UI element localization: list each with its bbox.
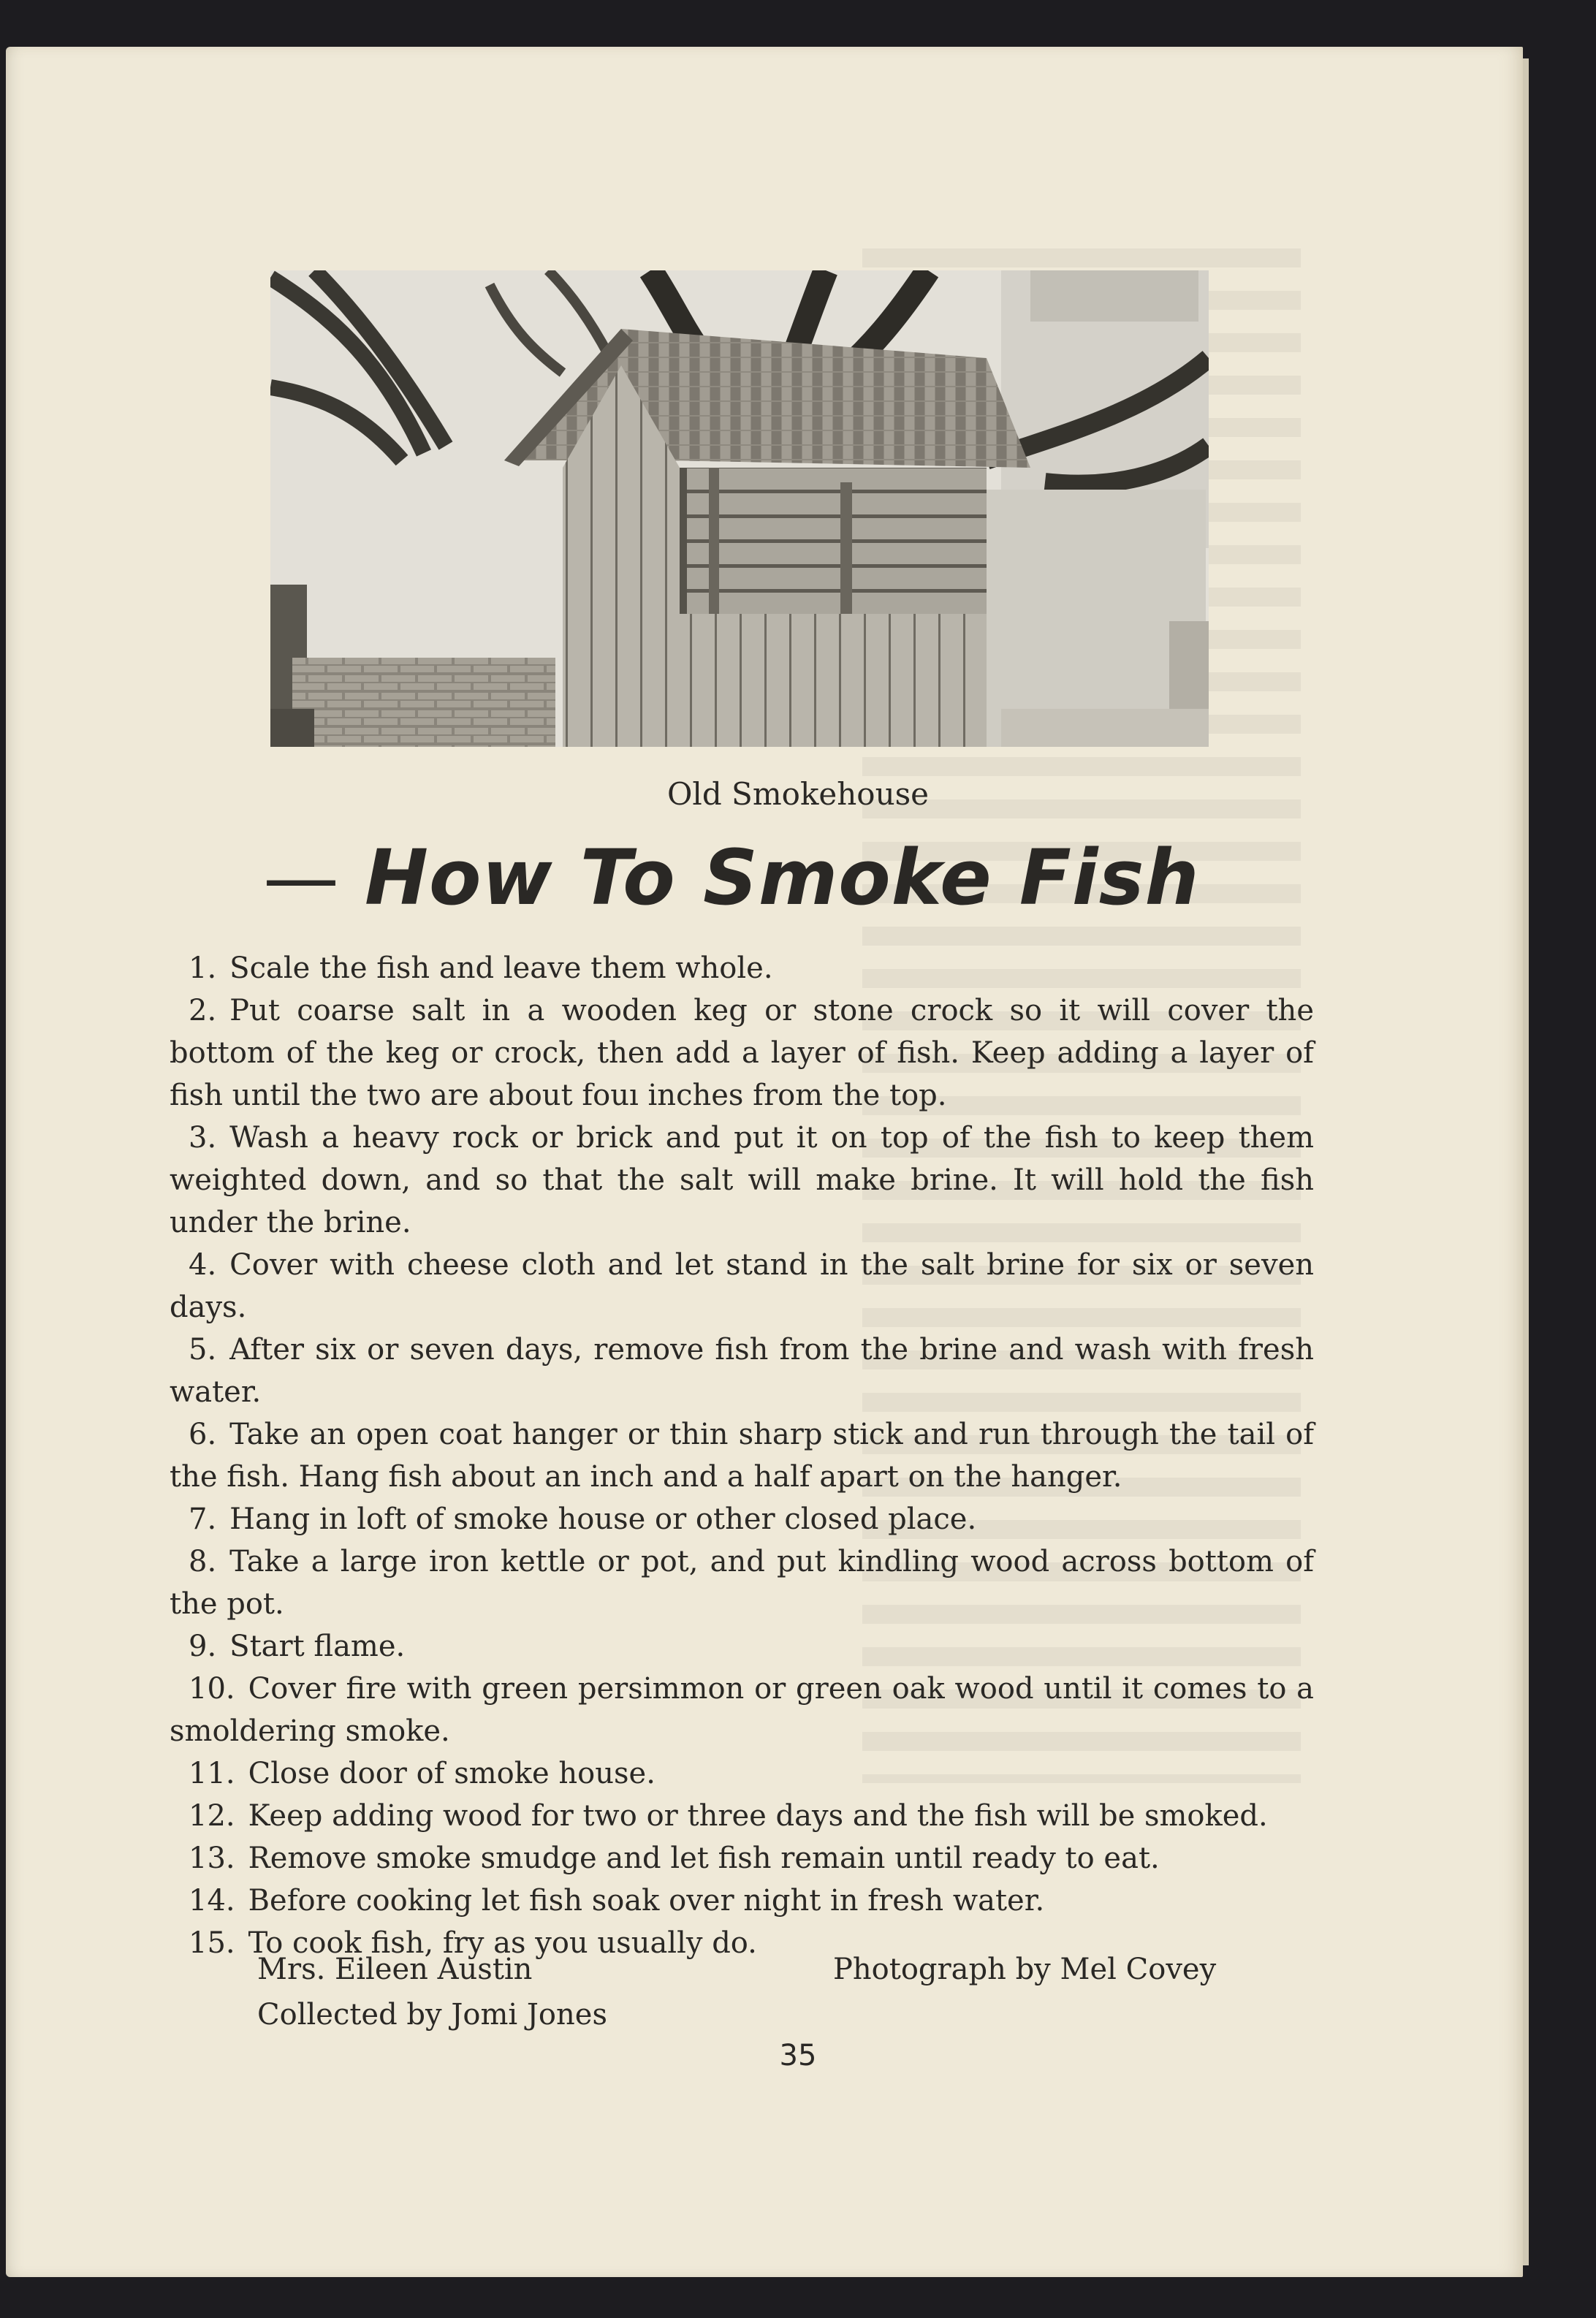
step-text: Scale the fish and leave them whole. — [229, 951, 773, 985]
list-item — [170, 1837, 1314, 1880]
step-text: Cover with cheese cloth and let stand in the salt brine for six or seven days. — [170, 1248, 1314, 1324]
list-item — [170, 1498, 1314, 1540]
step-number: 14. — [189, 1884, 235, 1918]
step-number: 2. — [189, 994, 217, 1027]
step-number: 13. — [189, 1842, 235, 1875]
list-item — [170, 989, 1314, 1117]
step-number: 6. — [189, 1418, 217, 1451]
step-number: 3. — [189, 1121, 217, 1155]
step-text: Take an open coat hanger or thin sharp stick and run through the tail of the fish. Hang fish about an inch and a half apart on the hanger. — [170, 1418, 1314, 1494]
list-item — [170, 1413, 1314, 1498]
list-item — [170, 1625, 1314, 1668]
photographer-credit: Photograph by Mel Covey — [833, 1953, 1217, 1986]
list-item — [170, 1329, 1314, 1413]
step-text: Cover fire with green persimmon or green oak wood until it comes to a smoldering smoke. — [170, 1672, 1314, 1748]
step-number: 7. — [189, 1502, 217, 1536]
step-number: 10. — [189, 1672, 235, 1706]
step-text: Before cooking let fish soak over night in fresh water. — [248, 1884, 1045, 1918]
step-number: 4. — [189, 1248, 217, 1282]
title-dash: — — [263, 833, 340, 922]
instruction-list — [170, 947, 1314, 1964]
step-text: Remove smoke smudge and let fish remain until ready to eat. — [248, 1842, 1160, 1875]
step-text: Start flame. — [229, 1630, 406, 1663]
list-item — [170, 1244, 1314, 1329]
informant-name: Mrs. Eileen Austin — [257, 1953, 533, 1986]
step-number: 15. — [189, 1926, 235, 1960]
step-text: To cook fish, fry as you usually do. — [248, 1926, 757, 1960]
step-number: 12. — [189, 1799, 235, 1833]
step-text: Wash a heavy rock or brick and put it on top of the fish to keep them weighted down, and so that the salt will make brine. It will hold the fish under the brine. — [170, 1121, 1314, 1239]
step-text: After six or seven days, remove fish from the brine and wash with fresh water. — [170, 1333, 1314, 1409]
smokehouse-illustration — [270, 270, 1209, 747]
photo-smokehouse — [270, 270, 1209, 747]
page-number: 35 — [779, 2039, 817, 2072]
step-number: 1. — [189, 951, 217, 985]
list-item — [170, 1668, 1314, 1752]
list-item — [170, 947, 1314, 989]
photo-caption: Old Smokehouse — [666, 776, 930, 812]
list-item — [170, 1795, 1314, 1837]
credit-left — [257, 1947, 607, 2037]
collector-credit: Collected by Jomi Jones — [257, 1998, 607, 2032]
step-number: 9. — [189, 1630, 217, 1663]
list-item — [170, 1880, 1314, 1922]
step-text: Keep adding wood for two or three days and the fish will be smoked. — [248, 1799, 1268, 1833]
list-item — [170, 1117, 1314, 1244]
step-text: Close door of smoke house. — [248, 1757, 656, 1790]
list-item — [170, 1540, 1314, 1625]
step-number: 8. — [189, 1545, 217, 1578]
step-text: Put coarse salt in a wooden keg or stone crock so it will cover the bottom of the keg or crock, then add a layer of fish. Keep adding a layer of fish until the two are about fouı inches from the top. — [170, 994, 1314, 1112]
step-number: 5. — [189, 1333, 217, 1367]
step-text: Take a large iron kettle or pot, and put kindling wood across bottom of the pot. — [170, 1545, 1314, 1621]
title-text: How To Smoke Fish — [365, 833, 1200, 922]
step-text: Hang in loft of smoke house or other closed place. — [229, 1502, 977, 1536]
step-number: 11. — [189, 1757, 235, 1790]
list-item — [170, 1752, 1314, 1795]
article-title — [263, 833, 1250, 922]
